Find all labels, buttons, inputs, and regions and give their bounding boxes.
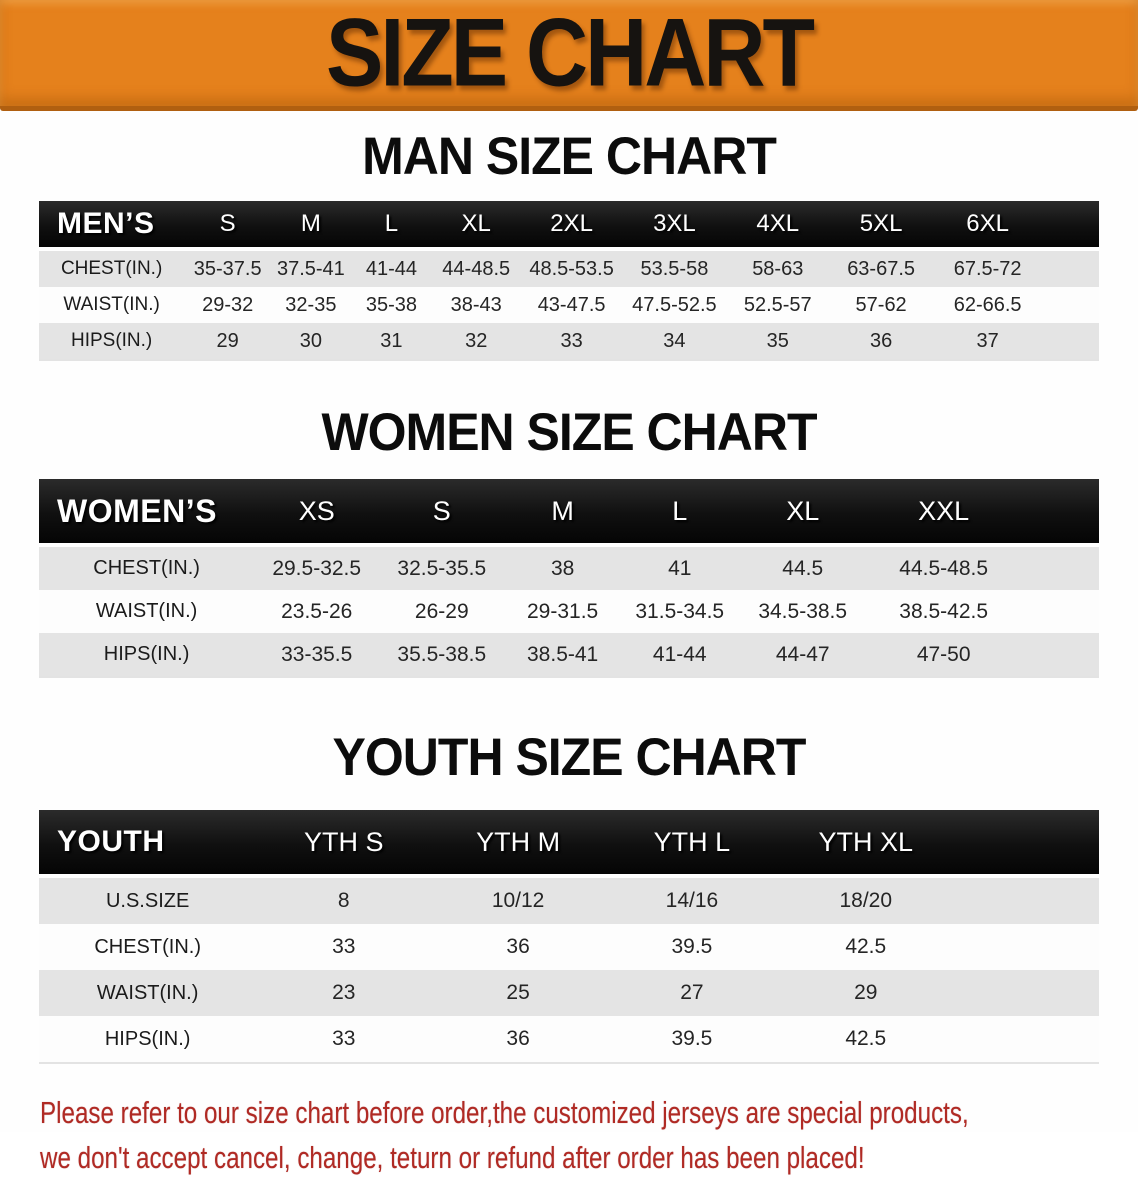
spacer-cell [1021,590,1099,633]
spacer-cell [1043,201,1099,249]
row-label: CHEST(IN.) [39,249,184,287]
column-header: 2XL [520,201,623,249]
spacer-cell [953,970,1099,1016]
column-header: 4XL [726,201,830,249]
size-value: 29 [779,970,953,1016]
size-value: 26-29 [379,590,504,633]
size-value: 38.5-42.5 [867,590,1021,633]
size-value: 33 [520,323,623,360]
spacer-cell [953,1016,1099,1063]
table-row [39,633,1099,677]
women-section-title: WOMEN SIZE CHART [321,402,817,462]
table-corner-label: WOMEN’S [39,479,254,545]
size-value: 32-35 [271,287,351,323]
spacer-cell [953,876,1099,924]
column-header: L [351,201,433,249]
size-value: 44-48.5 [432,249,520,287]
size-value: 44.5 [739,545,867,590]
column-header: L [621,479,739,545]
size-value: 10/12 [431,876,605,924]
column-header: M [504,479,621,545]
size-value: 39.5 [605,924,779,970]
row-label: HIPS(IN.) [39,1016,256,1063]
size-value: 43-47.5 [520,287,623,323]
men-header-row [39,201,1099,249]
size-value: 30 [271,323,351,360]
table-row [39,1016,1099,1063]
spacer-cell [953,924,1099,970]
table-row [39,970,1099,1016]
column-header: M [271,201,351,249]
size-value: 47.5-52.5 [623,287,726,323]
size-value: 67.5-72 [933,249,1043,287]
row-label: CHEST(IN.) [39,924,256,970]
spacer-cell [1021,633,1099,677]
size-value: 23 [256,970,431,1016]
size-value: 44.5-48.5 [867,545,1021,590]
table-corner-label: YOUTH [39,810,256,876]
size-value: 38 [504,545,621,590]
table-corner-label: MEN’S [39,201,184,249]
men-section-title: MAN SIZE CHART [362,126,776,186]
women-size-section [0,403,1138,678]
row-label: WAIST(IN.) [39,287,184,323]
size-value: 33-35.5 [254,633,379,677]
column-header: XL [432,201,520,249]
size-value: 23.5-26 [254,590,379,633]
banner-title: SIZE CHART [326,0,812,107]
size-value: 37 [933,323,1043,360]
size-value: 57-62 [830,287,933,323]
column-header: XL [739,479,867,545]
size-value: 27 [605,970,779,1016]
size-value: 29-31.5 [504,590,621,633]
size-value: 36 [830,323,933,360]
size-value: 37.5-41 [271,249,351,287]
size-value: 18/20 [779,876,953,924]
size-value: 58-63 [726,249,830,287]
size-value: 35-37.5 [184,249,271,287]
row-label: HIPS(IN.) [39,323,184,360]
size-value: 32.5-35.5 [379,545,504,590]
row-label: WAIST(IN.) [39,590,254,633]
size-value: 29.5-32.5 [254,545,379,590]
size-value: 42.5 [779,924,953,970]
youth-size-section [0,728,1138,1064]
size-value: 41-44 [621,633,739,677]
youth-section-title: YOUTH SIZE CHART [332,727,806,787]
column-header: 6XL [933,201,1043,249]
size-value: 38.5-41 [504,633,621,677]
size-value: 32 [432,323,520,360]
column-header: XS [254,479,379,545]
size-value: 63-67.5 [830,249,933,287]
column-header: YTH M [431,810,605,876]
column-header: XXL [867,479,1021,545]
size-value: 35-38 [351,287,433,323]
size-value: 29-32 [184,287,271,323]
youth-header-row [39,810,1099,876]
youth-size-table [39,810,1099,1064]
column-header: YTH L [605,810,779,876]
column-header: S [379,479,504,545]
size-value: 34 [623,323,726,360]
column-header: S [184,201,271,249]
men-size-section [0,127,1138,361]
spacer-cell [1021,479,1099,545]
column-header: YTH XL [779,810,953,876]
size-value: 25 [431,970,605,1016]
table-row [39,924,1099,970]
spacer-cell [1043,287,1099,323]
size-value: 47-50 [867,633,1021,677]
spacer-cell [1043,323,1099,360]
size-value: 36 [431,1016,605,1063]
size-value: 8 [256,876,431,924]
size-value: 42.5 [779,1016,953,1063]
table-row [39,545,1099,590]
row-label: HIPS(IN.) [39,633,254,677]
size-value: 52.5-57 [726,287,830,323]
table-row [39,287,1099,323]
size-value: 41 [621,545,739,590]
size-value: 53.5-58 [623,249,726,287]
size-value: 38-43 [432,287,520,323]
women-header-row [39,479,1099,545]
row-label: CHEST(IN.) [39,545,254,590]
size-value: 39.5 [605,1016,779,1063]
size-value: 48.5-53.5 [520,249,623,287]
men-size-table [39,201,1099,361]
column-header: 3XL [623,201,726,249]
spacer-cell [1043,249,1099,287]
size-value: 62-66.5 [933,287,1043,323]
spacer-cell [1021,545,1099,590]
size-value: 31 [351,323,433,360]
disclaimer-line-1: Please refer to our size chart before order,the customized jerseys are special products, [40,1095,969,1130]
size-value: 44-47 [739,633,867,677]
row-label: WAIST(IN.) [39,970,256,1016]
size-value: 33 [256,924,431,970]
column-header: 5XL [830,201,933,249]
size-value: 36 [431,924,605,970]
banner [0,0,1138,111]
size-value: 31.5-34.5 [621,590,739,633]
table-row [39,249,1099,287]
disclaimer [40,1090,1138,1180]
size-value: 29 [184,323,271,360]
size-value: 35 [726,323,830,360]
size-value: 14/16 [605,876,779,924]
table-row [39,323,1099,360]
size-value: 34.5-38.5 [739,590,867,633]
women-size-table [39,479,1099,678]
row-label: U.S.SIZE [39,876,256,924]
disclaimer-line-2: we don't accept cancel, change, teturn or refund after order has been placed! [40,1140,865,1175]
column-header: YTH S [256,810,431,876]
table-row [39,876,1099,924]
size-value: 41-44 [351,249,433,287]
spacer-cell [953,810,1099,876]
size-value: 35.5-38.5 [379,633,504,677]
size-value: 33 [256,1016,431,1063]
table-row [39,590,1099,633]
